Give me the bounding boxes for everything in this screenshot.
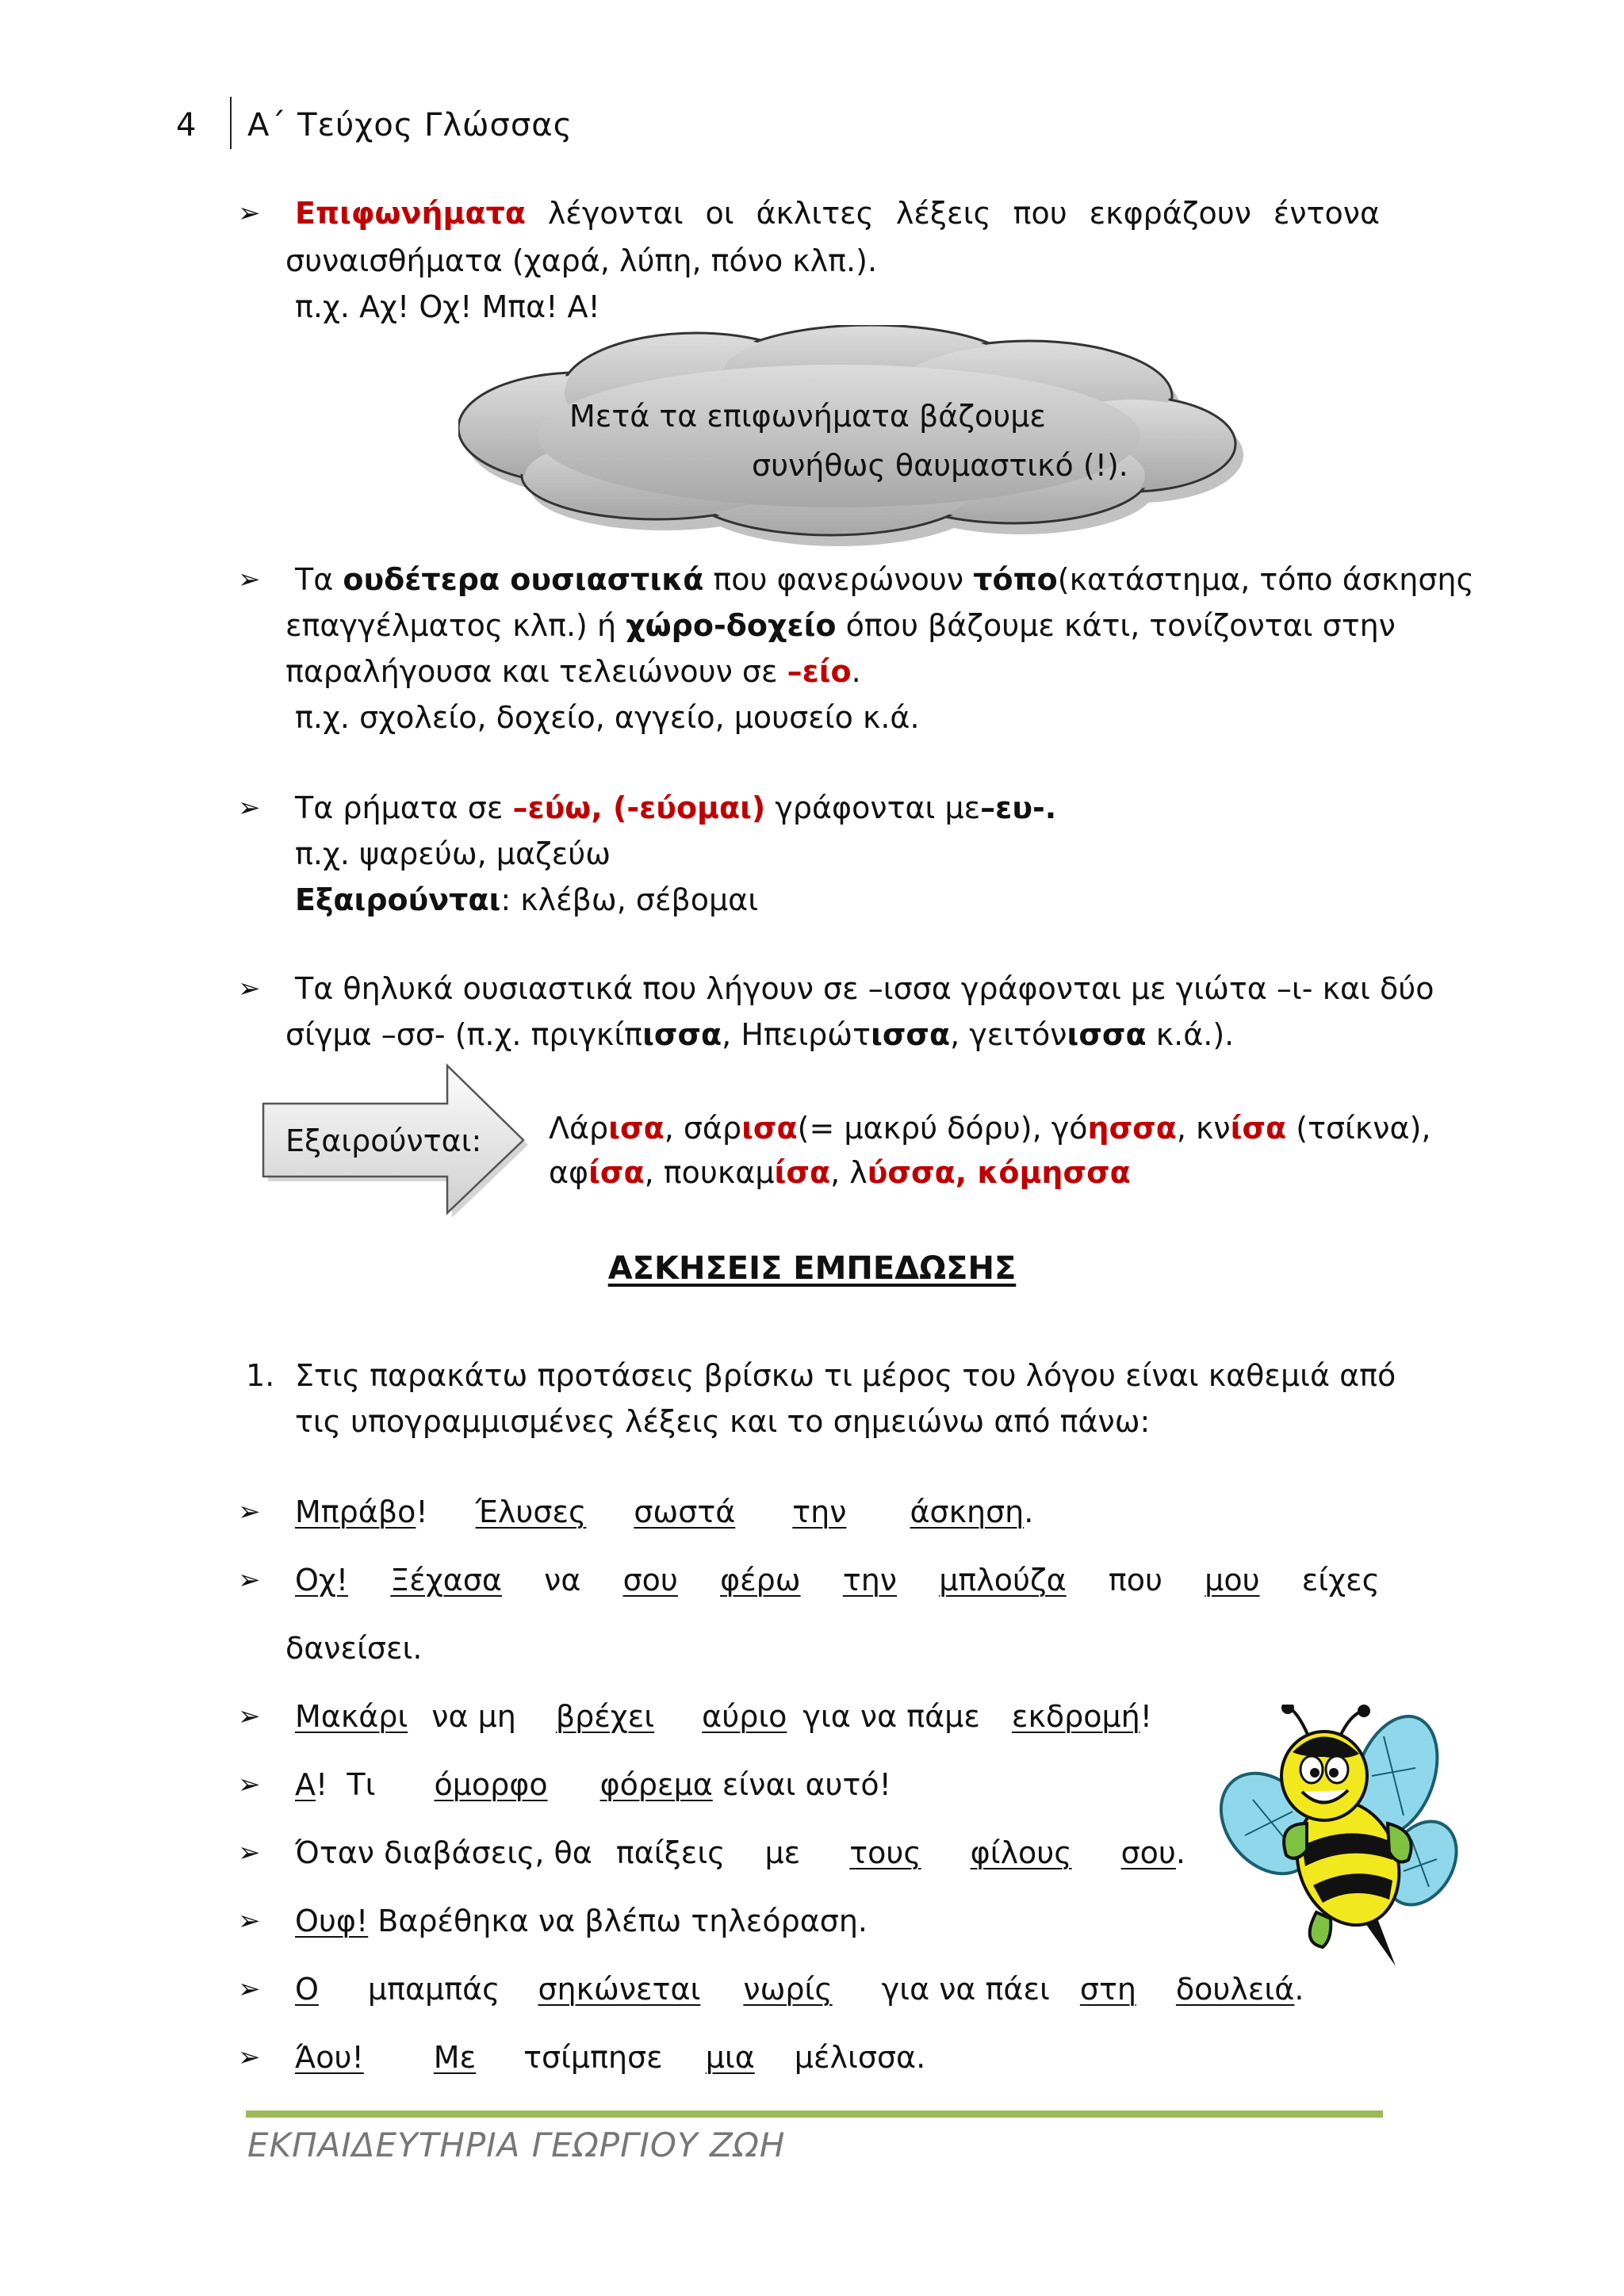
bee-illustration-icon bbox=[1213, 1705, 1467, 1974]
rule2-example: π.χ. σχολείο, δοχείο, αγγείο, μουσείο κ.ά. bbox=[295, 700, 920, 735]
rule3-line1: Τα ρήματα σε –εύω, (-εύομαι) γράφονται με–ευ-. bbox=[295, 790, 1057, 825]
sentence-2-continuation: δανείσει. bbox=[285, 1631, 423, 1666]
cloud-text-line1: Μετά τα επιφωνήματα βάζουμε bbox=[569, 399, 1046, 434]
rule3-example: π.χ. ψαρεύω, μαζεύω bbox=[295, 836, 611, 871]
cloud-text-line2: συνήθως θαυμαστικό (!). bbox=[752, 448, 1128, 483]
bullet-arrow-icon: ➢ bbox=[238, 197, 261, 229]
sentence-5: Όταν διαβάσεις, θα παίξεις με τους φίλους σου. bbox=[295, 1835, 1186, 1870]
bullet-arrow-icon: ➢ bbox=[238, 1837, 261, 1869]
bullet-arrow-icon: ➢ bbox=[238, 1701, 261, 1732]
sentence-1: Μπράβο! Έλυσες σωστά την άσκηση. bbox=[295, 1494, 1034, 1529]
sentence-6: Ουφ! Βαρέθηκα να βλέπω τηλεόραση. bbox=[295, 1904, 868, 1938]
sentence-2: Οχ! Ξέχασα να σου φέρω την μπλούζα που μου είχες bbox=[295, 1563, 1380, 1598]
bullet-arrow-icon: ➢ bbox=[238, 1973, 261, 2005]
exercise1-line2: τις υπογραμμισμένες λέξεις και το σημειώνω από πάνω: bbox=[295, 1404, 1151, 1439]
bullet-arrow-icon: ➢ bbox=[238, 1496, 261, 1528]
footer-divider bbox=[246, 2110, 1383, 2118]
bullet-arrow-icon: ➢ bbox=[238, 1769, 261, 1800]
bullet-arrow-icon: ➢ bbox=[238, 564, 261, 595]
sentence-8: Άου! Με τσίμπησε μια μέλισσα. bbox=[295, 2040, 926, 2075]
rule2-line1: Τα ουδέτερα ουσιαστικά που φανερώνουν τόπο(κατάστημα, τόπο άσκησης bbox=[295, 562, 1474, 597]
page-number: 4 bbox=[176, 107, 197, 144]
rule2-line3: παραλήγουσα και τελειώνουν σε –είο. bbox=[285, 654, 861, 689]
exercise1-line1: Στις παρακάτω προτάσεις βρίσκω τι μέρος του λόγου είναι καθεμιά από bbox=[295, 1358, 1396, 1393]
term-interjections: Επιφωνήματα bbox=[295, 196, 526, 231]
rule1-example: π.χ. Αχ! Οχ! Μπα! Α! bbox=[295, 289, 600, 324]
bullet-arrow-icon: ➢ bbox=[238, 1564, 261, 1596]
bullet-arrow-icon: ➢ bbox=[238, 1905, 261, 1937]
sentence-4: Α! Τι όμορφο φόρεμα είναι αυτό! bbox=[295, 1767, 891, 1802]
exceptions-line2: αφίσα, πουκαμίσα, λύσσα, κόμησσα bbox=[549, 1155, 1131, 1190]
rule3-exceptions: Εξαιρούνται: κλέβω, σέβομαι bbox=[295, 882, 759, 917]
rule2-line2: επαγγέλματος κλπ.) ή χώρο-δοχείο όπου βάζουμε κάτι, τονίζονται στην bbox=[285, 608, 1396, 643]
bullet-arrow-icon: ➢ bbox=[238, 792, 261, 824]
footer-text: ΕΚΠΑΙΔΕΥΤΗΡΙΑ ΓΕΩΡΓΙΟΥ ΖΩΗ bbox=[247, 2126, 786, 2164]
exercises-title: ΑΣΚΗΣΕΙΣ ΕΜΠΕΔΩΣΗΣ bbox=[607, 1250, 1017, 1287]
sentence-7: Ο μπαμπάς σηκώνεται νωρίς για να πάει στη δουλειά. bbox=[295, 1972, 1304, 2007]
sentence-3: Μακάρι να μη βρέχει αύριο για να πάμε εκδρομή! bbox=[295, 1699, 1152, 1734]
cloud-callout-icon bbox=[458, 325, 1259, 555]
rule1-line1: Επιφωνήματα λέγονται οι άκλιτες λέξεις που εκφράζουν έντονα bbox=[295, 190, 1380, 236]
rule4-line1: Τα θηλυκά ουσιαστικά που λήγουν σε –ισσα γράφονται με γιώτα –ι- και δύο bbox=[295, 971, 1434, 1006]
rule4-line2: σίγμα –σσ- (π.χ. πριγκίπισσα, Ηπειρώτισσα, γειτόνισσα κ.ά.). bbox=[285, 1017, 1235, 1052]
exercise-number: 1. bbox=[246, 1358, 275, 1393]
exceptions-arrow-label: Εξαιρούνται: bbox=[285, 1123, 482, 1158]
bullet-arrow-icon: ➢ bbox=[238, 973, 261, 1004]
header-title: Α΄ Τεύχος Γλώσσας bbox=[247, 107, 573, 144]
bullet-arrow-icon: ➢ bbox=[238, 2042, 261, 2073]
exceptions-line1: Λάρισα, σάρισα(= μακρύ δόρυ), γόησσα, κνίσα (τσίκνα), bbox=[549, 1111, 1431, 1146]
rule1-line2: συναισθήματα (χαρά, λύπη, πόνο κλπ.). bbox=[285, 243, 878, 278]
header-divider bbox=[230, 97, 232, 149]
